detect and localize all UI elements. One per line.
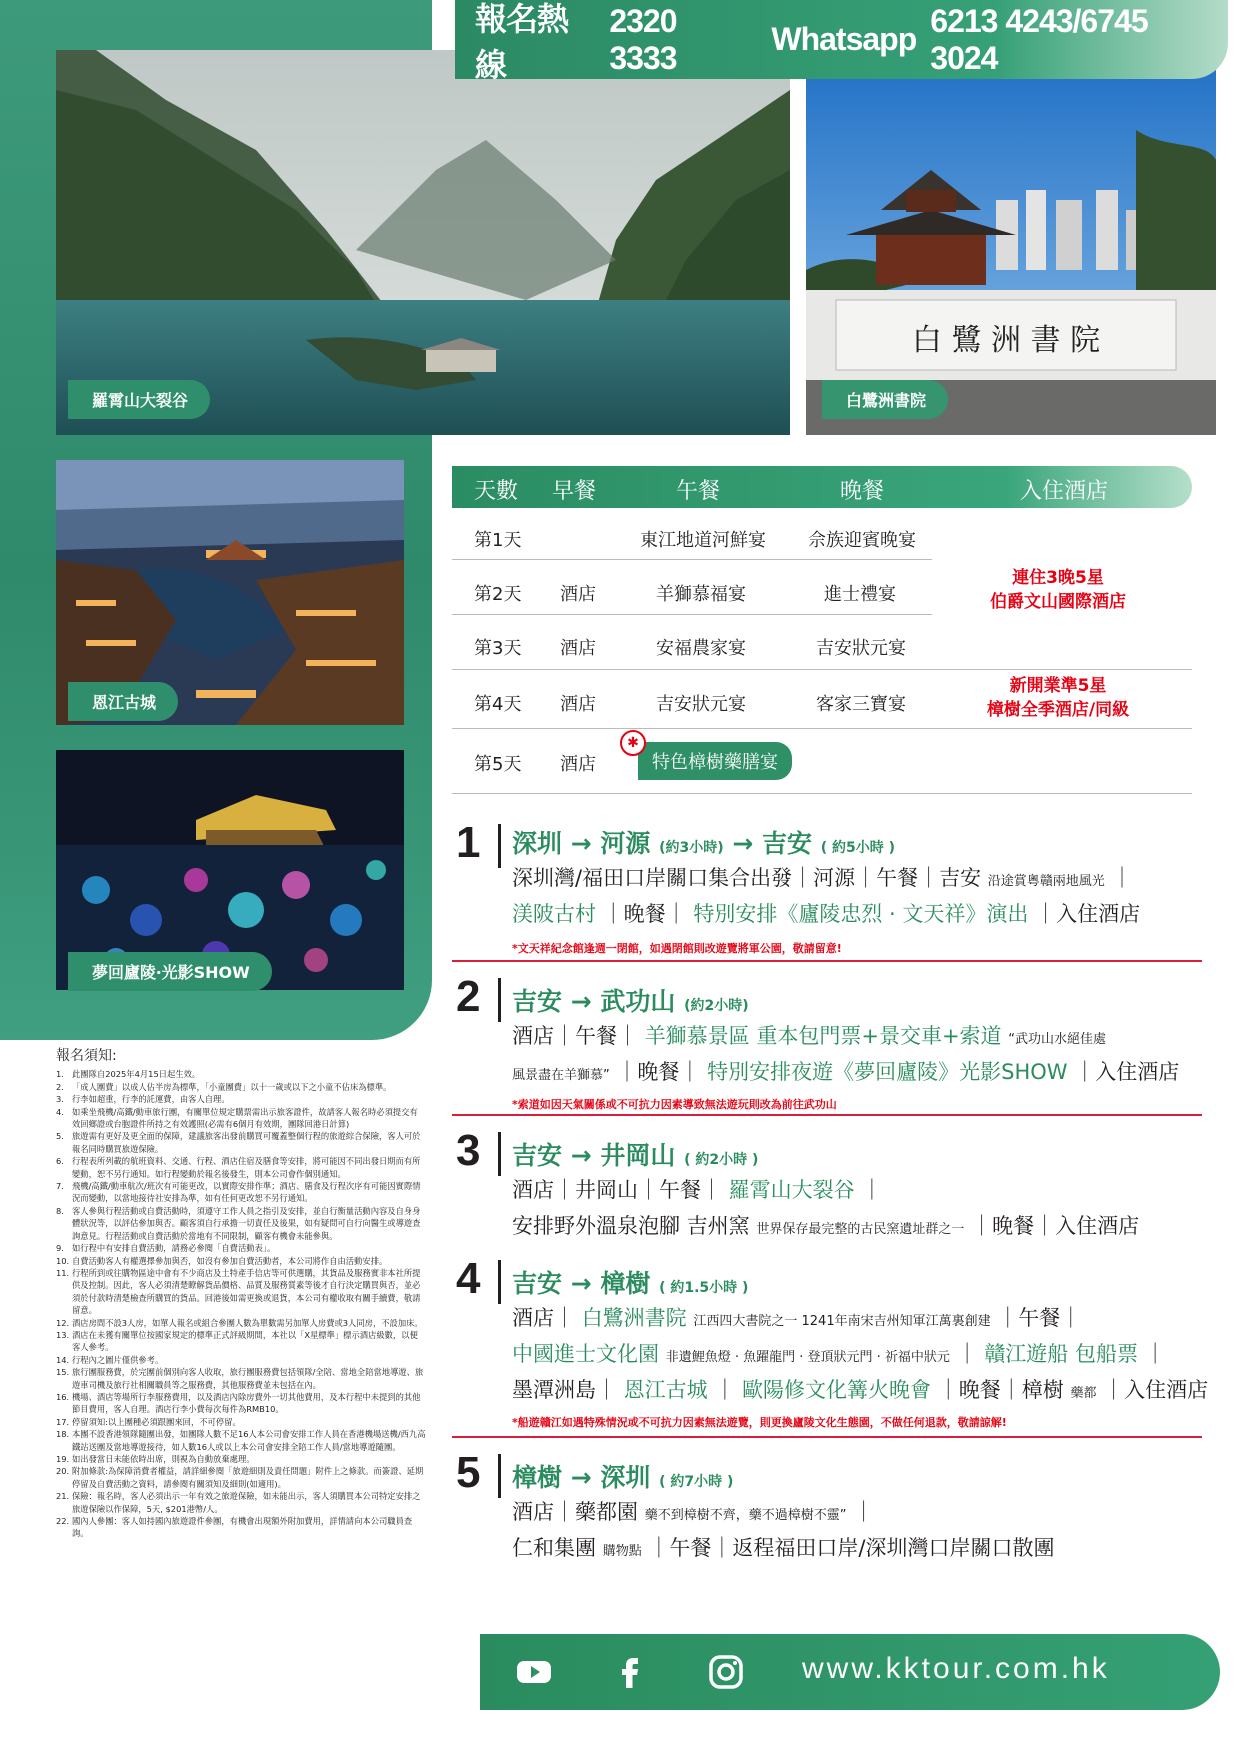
day-line-1 bbox=[512, 1174, 882, 1204]
terms-item-text: 保險：報名時，客人必須出示一年有效之旅遊保險，如未能出示，客人須購買本公司特定安排之旅遊保險以作保障，5天, $201港幣/人。 bbox=[72, 1491, 421, 1514]
row-dinner: 客家三寶宴 bbox=[816, 694, 906, 715]
route-text: 吉安 → 井岡山 bbox=[512, 1141, 676, 1170]
terms-item bbox=[56, 1453, 426, 1465]
line-text: ｜晚餐｜ bbox=[602, 902, 687, 926]
row-breakfast: 酒店 bbox=[560, 754, 596, 775]
terms-item bbox=[56, 1354, 426, 1366]
terms-title: 報名須知: bbox=[56, 1048, 117, 1064]
hotline-label: 報名熱線 bbox=[475, 0, 569, 83]
terms-item-text: 如出發當日未能依時出席，則視為自動放棄處理。 bbox=[72, 1454, 255, 1464]
terms-item-text: 酒店在未獲有關單位按國家規定的標準正式評級期間，本社以「X星標準」標示酒店級數，以便客人參考。 bbox=[72, 1329, 418, 1353]
route-text-2: → 吉安 bbox=[732, 829, 812, 858]
row-day: 第3天 bbox=[474, 638, 522, 659]
row-day: 第4天 bbox=[474, 694, 522, 715]
route-time: (約2小時) bbox=[684, 998, 749, 1014]
footer-bar bbox=[480, 1634, 1220, 1710]
terms-item bbox=[56, 1317, 426, 1329]
day-divider-bar bbox=[498, 1260, 501, 1304]
line-text: ｜入住酒店 bbox=[1103, 1378, 1209, 1402]
line-note: 風景盡在羊獅慕” bbox=[512, 1068, 610, 1083]
terms-item-text: 自費活動客人有權選擇參加與否，如沒有參加自費活動者，本公司將作自由活動安排。 bbox=[72, 1255, 388, 1266]
academy-sign-text: 白 鷺 洲 書 院 bbox=[911, 323, 1101, 358]
line-text: ｜午餐｜ bbox=[997, 1306, 1082, 1330]
special-lunch-pill: 特色樟樹藥膳宴 bbox=[638, 742, 792, 780]
facebook-icon[interactable] bbox=[610, 1652, 650, 1692]
day-line-1 bbox=[512, 862, 1132, 892]
row-divider bbox=[452, 728, 1192, 729]
line-highlight: 中國進士文化園 bbox=[512, 1342, 659, 1366]
terms-list bbox=[56, 1068, 426, 1539]
caption-bailuzhou-academy: 白鷺洲書院 bbox=[822, 380, 948, 419]
hotel2-line2: 樟樹全季酒店/同級 bbox=[986, 700, 1130, 720]
terms-item-text: 行李如超重，行李的託運費，由客人自理。 bbox=[72, 1094, 230, 1105]
terms-item-text: 國內人參團：客人如持國內旅遊證件參團，有機會出現額外附加費用，詳情請向本公司職員查詢。 bbox=[72, 1516, 413, 1539]
day-divider-bar bbox=[498, 978, 501, 1022]
row-divider bbox=[452, 793, 1192, 794]
day-number: 2 bbox=[456, 972, 481, 1021]
line-text: 安排野外溫泉泡腳 吉州窯 bbox=[512, 1214, 750, 1238]
line-highlight: 羊獅慕景區 重本包門票+景交車+索道 bbox=[644, 1024, 1002, 1048]
line-highlight: 歐陽修文化篝火晚會 bbox=[742, 1378, 932, 1402]
row-divider bbox=[452, 614, 932, 615]
header-hotel: 入住酒店 bbox=[1020, 479, 1109, 504]
terms-item-number: 16. bbox=[56, 1391, 70, 1402]
row-divider bbox=[452, 559, 932, 560]
terms-item-number: 3. bbox=[56, 1094, 64, 1105]
line-note: 沿途賞粵贛兩地風光 bbox=[987, 874, 1105, 889]
line-highlight: 恩江古城 bbox=[623, 1378, 708, 1402]
row-lunch: 東江地道河鮮宴 bbox=[640, 530, 766, 551]
terms-item bbox=[56, 1205, 426, 1242]
terms-item bbox=[56, 1366, 426, 1391]
terms-item-text: 停留須知:以上團種必須跟團來回，不可停留。 bbox=[72, 1416, 241, 1427]
terms-item-text: 行程表所列載的航班資料、交通、行程、酒店住宿及膳食等安排，將可能因不同出發日期而有所變動，恕不另行通知。如行程變動於報名後發生，則本公司會作個別通知。 bbox=[72, 1156, 421, 1179]
header-lunch: 午餐 bbox=[676, 479, 721, 504]
terms-item bbox=[56, 1068, 426, 1080]
line-note: 非遺鯉魚燈 · 魚躍龍門 · 登頂狀元門 · 祈福中狀元 bbox=[665, 1350, 950, 1365]
terms-item bbox=[56, 1106, 426, 1131]
route-time-2: ( 約5小時 ) bbox=[820, 840, 896, 856]
line-note: 藥不到樟樹不齊，藥不過樟樹不靈” bbox=[644, 1508, 847, 1523]
line-note: 購物點 bbox=[602, 1544, 642, 1559]
caption-enjiang-town: 恩江古城 bbox=[68, 682, 178, 721]
meal-table-header bbox=[452, 466, 1192, 508]
terms-item bbox=[56, 1155, 426, 1180]
line-text: ｜入住酒店 bbox=[1074, 1060, 1180, 1084]
terms-item-number: 15. bbox=[56, 1367, 70, 1378]
line-text: ｜晚餐｜ bbox=[616, 1060, 701, 1084]
terms-item-text: 本團不設香港領隊隨團出發，如團隊人數不足16人本公司會安排工作人員在香港機場送機/西九高鐵站送團及當地導遊接待，如人數16人或以上本公司會安排全陪工作人員/當地導遊隨團。 bbox=[72, 1429, 426, 1452]
terms-item bbox=[56, 1180, 426, 1205]
day-line-2 bbox=[512, 898, 1140, 928]
day-divider-bar bbox=[498, 824, 501, 868]
terms-item-number: 21. bbox=[56, 1491, 70, 1502]
line-text: 酒店｜藥都園 bbox=[512, 1500, 638, 1524]
line-highlight: 贛江遊船 包船票 bbox=[984, 1342, 1138, 1366]
row-dinner: 進士禮宴 bbox=[824, 584, 896, 605]
terms-item-text: 如行程中有安排自費活動，請務必參閱「自費活動表」。 bbox=[72, 1243, 276, 1254]
terms-item bbox=[56, 1093, 426, 1105]
row-day: 第5天 bbox=[474, 754, 522, 775]
terms-item bbox=[56, 1428, 426, 1453]
instagram-icon[interactable] bbox=[706, 1652, 746, 1692]
day-route bbox=[512, 824, 895, 860]
terms-item-number: 18. bbox=[56, 1429, 70, 1440]
line-text: 酒店｜午餐｜ bbox=[512, 1024, 638, 1048]
terms-item-number: 14. bbox=[56, 1354, 70, 1365]
terms-item-text: 附加條款:為保障消費者權益，請詳細參閱「旅遊細則及責任問題」附件上之條款。而簽證、延期停留及自費活動之資料，請參閱有關須知及細則(如適用)。 bbox=[72, 1466, 424, 1489]
row-breakfast: 酒店 bbox=[560, 584, 596, 605]
terms-item-text: 客人參與行程活動或自費活動時，須遵守工作人員之指引及安排，並自行衡量活動內容及自身身體狀況等，以評估參加與否。顧客須自行承擔一切責任及後果，如有疑問可自行向醫生或導遊查詢意見。行程活動或自費活動於當地有不同限制，顧客有機會未能參與。 bbox=[72, 1205, 421, 1241]
terms-item-text: 「成人團費」以成人佔半房為標準，「小童團費」以十一歲或以下之小童不佔床為標準。 bbox=[72, 1081, 392, 1092]
terms-item bbox=[56, 1242, 426, 1254]
row-breakfast: 酒店 bbox=[560, 638, 596, 659]
terms-item bbox=[56, 1255, 426, 1267]
terms-item-number: 1. bbox=[56, 1069, 64, 1080]
line-text: 酒店｜ bbox=[512, 1306, 575, 1330]
line-text: ｜入住酒店 bbox=[1035, 902, 1141, 926]
red-divider bbox=[452, 1436, 1202, 1438]
whatsapp-number[interactable]: 6213 4243/6745 3024 bbox=[930, 2, 1148, 76]
line-highlight: 白鷺洲書院 bbox=[581, 1306, 687, 1330]
website-link[interactable]: www.kktour.com.hk bbox=[802, 1652, 1110, 1685]
terms-item-number: 2. bbox=[56, 1081, 64, 1092]
route-text: 吉安 → 武功山 bbox=[512, 987, 676, 1016]
terms-item-text: 旅遊需有更好及更全面的保障，建議旅客出發前購買可覆蓋整個行程的旅遊綜合保險，客人可於報名同時購買旅遊保險。 bbox=[72, 1131, 421, 1154]
terms-item-text: 行程所到或往購物區途中會有不少商店及土特產手信店等可供選購，其貨品及服務實非本社所提供及控制。因此，客人必須清楚瞭解貨品價格、品質及服務質素等後才自行決定購買與否，並必須於付款時清楚檢查所購買的貨品。回港後如需更換或退貨，本公司有權收取有關手續費，敬請留意。 bbox=[72, 1267, 421, 1316]
route-text: 深圳 → 河源 bbox=[512, 829, 651, 858]
meal-table bbox=[452, 466, 1192, 775]
line-text: ｜午餐｜返程福田口岸/深圳灣口岸關口散團 bbox=[648, 1536, 1055, 1560]
hotel2-line1: 新開業準5星 bbox=[1009, 676, 1107, 696]
day-divider-bar bbox=[498, 1454, 501, 1498]
terms-item-number: 4. bbox=[56, 1106, 64, 1117]
academy-image bbox=[806, 50, 1216, 435]
line-highlight: 羅霄山大裂谷 bbox=[728, 1178, 855, 1202]
day-number: 5 bbox=[456, 1448, 481, 1497]
day-route bbox=[512, 982, 749, 1018]
terms-item-text: 旅行團服務費，於完團前個別向客人收取，旅行團服務費包括領隊/全陪、當地全陪當地導遊、旅遊車司機及旅行社相關職員等之服務費，其他服務費並未包括在內。 bbox=[72, 1367, 424, 1390]
header-dinner: 晚餐 bbox=[840, 479, 885, 504]
terms-item-number: 8. bbox=[56, 1205, 64, 1216]
terms-item bbox=[56, 1329, 426, 1354]
row-day: 第1天 bbox=[474, 530, 522, 551]
row-lunch: 吉安狀元宴 bbox=[656, 694, 746, 715]
row-divider bbox=[452, 669, 1192, 670]
terms-item bbox=[56, 1267, 426, 1317]
terms-item bbox=[56, 1081, 426, 1093]
hotel-block-2 bbox=[962, 674, 1154, 722]
terms-item-number: 22. bbox=[56, 1516, 70, 1527]
row-breakfast: 酒店 bbox=[560, 694, 596, 715]
route-time: ( 約7小時 ) bbox=[659, 1474, 734, 1490]
day-route bbox=[512, 1264, 748, 1300]
terms-item-text: 飛機/高鐵/動車航次/班次有可能更改，以實際安排作準；酒店、膳食及行程次序有可能因實際情況而變動，以當地接待社安排為準，如有任何更改恕不另行通知。 bbox=[72, 1181, 421, 1204]
line-sep: ｜ bbox=[1144, 1342, 1166, 1366]
route-text: 樟樹 → 深圳 bbox=[512, 1463, 651, 1492]
day-line-1 bbox=[512, 1496, 874, 1526]
terms-item-number: 12. bbox=[56, 1317, 70, 1328]
terms-item-number: 5. bbox=[56, 1131, 64, 1142]
terms-item-text: 行程內之圖片僅供參考。 bbox=[72, 1354, 164, 1365]
terms-item bbox=[56, 1391, 426, 1416]
line-note: 江西四大書院之一 1241年南宋吉州知軍江萬裏創建 bbox=[693, 1314, 991, 1329]
row-dinner: 吉安狀元宴 bbox=[816, 638, 906, 659]
line-text: ｜晚餐｜樟樹 bbox=[937, 1378, 1064, 1402]
photo-bailuzhou-academy bbox=[806, 50, 1216, 435]
day-number: 4 bbox=[456, 1254, 481, 1303]
route-text: 吉安 → 樟樹 bbox=[512, 1269, 651, 1298]
terms-item bbox=[56, 1416, 426, 1428]
canyon-image bbox=[56, 50, 790, 435]
terms-item-number: 13. bbox=[56, 1329, 70, 1340]
terms-item-text: 此團隊自2025年4月15日起生效。 bbox=[72, 1069, 201, 1080]
red-divider bbox=[452, 960, 1202, 962]
day-line-2 bbox=[512, 1338, 1166, 1368]
stamp-icon: ✱ bbox=[620, 730, 646, 756]
day-line-1 bbox=[512, 1302, 1081, 1332]
route-time: (約3小時) bbox=[659, 840, 724, 856]
booking-terms bbox=[56, 1050, 426, 1540]
row-dinner: 佘族迎賓晚宴 bbox=[808, 530, 916, 551]
photo-luoxiao-canyon bbox=[56, 50, 790, 435]
line-text: ｜晚餐｜入住酒店 bbox=[971, 1214, 1140, 1238]
day-line-2 bbox=[512, 1532, 1054, 1562]
caption-luoxiao-canyon: 羅霄山大裂谷 bbox=[68, 380, 210, 419]
terms-item-number: 9. bbox=[56, 1243, 64, 1254]
day-number: 1 bbox=[456, 818, 481, 867]
route-time: ( 約2小時 ) bbox=[684, 1152, 759, 1168]
line-text: 深圳灣/福田口岸關口集合出發｜河源｜午餐｜吉安 bbox=[512, 866, 982, 890]
day-line-1 bbox=[512, 1020, 1106, 1050]
line-sep: ｜ bbox=[956, 1342, 978, 1366]
terms-item-number: 10. bbox=[56, 1255, 70, 1266]
day-route bbox=[512, 1136, 758, 1172]
hotel-block-1 bbox=[968, 566, 1148, 614]
line-sep: ｜ bbox=[861, 1178, 883, 1202]
line-text: 仁和集團 bbox=[512, 1536, 596, 1560]
terms-item bbox=[56, 1515, 426, 1540]
line-highlight: 特別安排夜遊《夢回廬陵》光影SHOW bbox=[707, 1060, 1068, 1084]
header-breakfast: 早餐 bbox=[552, 479, 597, 504]
day-number: 3 bbox=[456, 1126, 481, 1175]
youtube-icon[interactable] bbox=[514, 1652, 554, 1692]
whatsapp-label: Whatsapp bbox=[771, 21, 917, 57]
route-time: ( 約1.5小時 ) bbox=[659, 1280, 749, 1296]
terms-item-number: 11. bbox=[56, 1267, 70, 1278]
line-sep: ｜ bbox=[714, 1378, 736, 1402]
terms-item-text: 機場、酒店等場所行李服務費用，以及酒店內除房費外一切其他費用，及本行程中未提到的其他節目費用，客人自理。酒店行李小費每次每件為RMB10。 bbox=[72, 1391, 421, 1415]
terms-item-number: 17. bbox=[56, 1416, 70, 1427]
terms-item-number: 7. bbox=[56, 1181, 64, 1192]
hotline-phone[interactable]: 2320 3333 bbox=[609, 2, 677, 76]
terms-item bbox=[56, 1465, 426, 1490]
terms-item bbox=[56, 1490, 426, 1515]
line-highlight: 特別安排《廬陵忠烈 · 文天祥》演出 bbox=[693, 902, 1029, 926]
day-note: *文天祥紀念館逢週一閉館，如遇閉館則改遊覽將軍公園，敬請留意! bbox=[512, 942, 842, 955]
day-note: *索道如因天氣關係或不可抗力因素導致無法遊玩則改為前往武功山 bbox=[512, 1098, 837, 1111]
day-line-2 bbox=[512, 1056, 1179, 1086]
red-divider bbox=[452, 1114, 1202, 1116]
line-text: 酒店｜井岡山｜午餐｜ bbox=[512, 1178, 722, 1202]
day-divider-bar bbox=[498, 1132, 501, 1176]
hotel1-line1: 連住3晚5星 bbox=[1012, 568, 1104, 588]
hotline-banner bbox=[455, 0, 1228, 83]
day-note: *船遊贛江如遇特殊情況或不可抗力因素無法遊覽，則更換廬陵文化生態園，不做任何退款，敬請諒解! bbox=[512, 1416, 1007, 1429]
day-line-2 bbox=[512, 1210, 1139, 1240]
line-note: 世界保存最完整的古民窯遺址群之一 bbox=[756, 1222, 965, 1237]
row-day: 第2天 bbox=[474, 584, 522, 605]
line-note: “武功山水絕佳處 bbox=[1008, 1032, 1106, 1047]
terms-item-number: 20. bbox=[56, 1466, 70, 1477]
header-days: 天數 bbox=[474, 479, 519, 504]
terms-item-text: 如乘坐飛機/高鐵/動車旅行團，有關單位規定購票需出示旅客證件，故請客人報名時必須提交有效回鄉證或台胞證件所持之有效護照(必需有6個月有效期，團隊回港日計算) bbox=[72, 1106, 418, 1130]
line-text: 墨潭洲島｜ bbox=[512, 1378, 617, 1402]
day-line-3 bbox=[512, 1374, 1208, 1404]
caption-light-show: 夢回廬陵‧光影SHOW bbox=[68, 952, 272, 991]
row-lunch: 羊獅慕福宴 bbox=[656, 584, 746, 605]
terms-item-number: 6. bbox=[56, 1156, 64, 1167]
line-note: 藥都 bbox=[1070, 1386, 1097, 1401]
terms-item bbox=[56, 1130, 426, 1155]
row-lunch: 安福農家宴 bbox=[656, 638, 746, 659]
line-sep: ｜ bbox=[853, 1500, 875, 1524]
line-highlight: 渼陂古村 bbox=[512, 902, 596, 926]
hotel1-line2: 伯爵文山國際酒店 bbox=[990, 592, 1126, 612]
terms-item-number: 19. bbox=[56, 1454, 70, 1464]
day-route bbox=[512, 1458, 733, 1494]
line-sep: ｜ bbox=[1111, 866, 1133, 890]
terms-item-text: 酒店房間不設3人房，如單人報名或組合參團人數為單數需另加單人房費或3人同房，不設加床。 bbox=[72, 1317, 423, 1328]
